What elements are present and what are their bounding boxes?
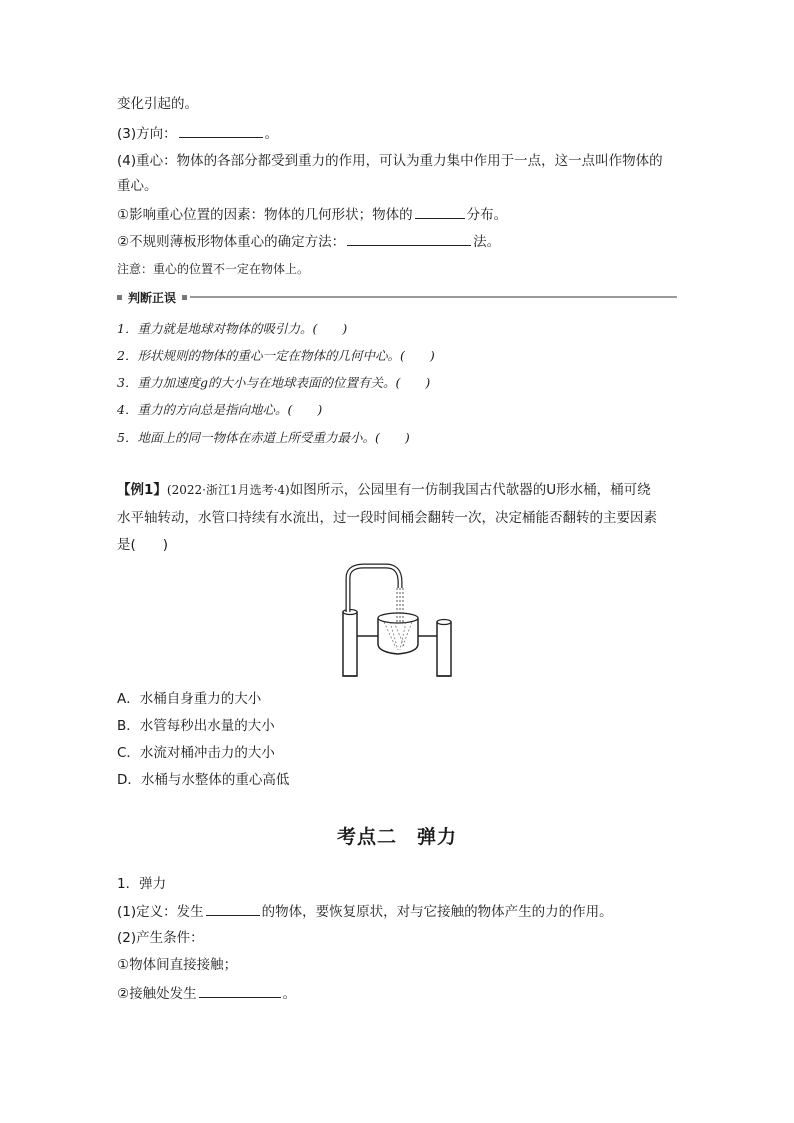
example-line: 水平轴转动，水管口持续有水流出，过一段时间桶会翻转一次，决定桶能否翻转的主要因素 <box>117 510 657 526</box>
section-heading: 考点二 弹力 <box>336 826 457 848</box>
left-post <box>343 612 357 676</box>
example-source: (2022·浙江1月选考·4) <box>166 483 290 497</box>
section-divider <box>117 289 677 305</box>
judgment-item: 5．地面上的同一物体在赤道上所受重力最小。( ) <box>117 430 410 445</box>
note-text: 注意：重心的位置不一定在物体上。 <box>117 262 310 276</box>
center-of-gravity-line: (4)重心：物体的各部分都受到重力的作用，可认为重力集中作用于一点，这一点叫作物体的 <box>117 153 663 169</box>
judgment-item: 4．重力的方向总是指向地心。( ) <box>117 402 323 417</box>
judgment-item: 1．重力就是地球对物体的吸引力。( ) <box>117 321 348 336</box>
method-label: ②不规则薄板形物体重心的确定方法： <box>117 234 346 250</box>
example-tag: 【例1】 <box>117 482 167 498</box>
square-icon <box>117 295 122 300</box>
condition-item: ①物体间直接接触； <box>117 957 238 973</box>
fill-blank <box>415 204 465 219</box>
fill-blank <box>206 901 260 916</box>
method-line <box>117 231 500 252</box>
text-line: 变化引起的。 <box>117 96 198 112</box>
example-line <box>117 480 651 500</box>
example-text: 如图所示，公园里有一仿制我国古代欹器的U形水桶，桶可绕 <box>289 482 651 498</box>
square-icon <box>182 295 187 300</box>
fill-blank <box>179 123 263 138</box>
direction-label: (3)方向： <box>117 126 177 142</box>
text-line: 重心。 <box>117 178 158 194</box>
option-d: D．水桶与水整体的重心高低 <box>117 772 290 788</box>
example-line: 是( ) <box>117 537 169 553</box>
method-tail: 法。 <box>473 234 501 250</box>
direction-line <box>117 123 278 144</box>
fill-blank <box>347 231 471 246</box>
punct: 。 <box>264 126 279 142</box>
right-post-top <box>437 620 451 625</box>
judgment-item: 2．形状规则的物体的重心一定在物体的几何中心。( ) <box>117 348 435 363</box>
water-pipe <box>348 566 400 612</box>
option-a: A．水桶自身重力的大小 <box>117 691 262 707</box>
water-bucket-figure <box>334 560 460 678</box>
option-b: B．水管每秒出水量的大小 <box>117 718 275 734</box>
divider-rule <box>190 296 677 298</box>
fill-blank <box>199 983 281 998</box>
elastic-title: 1．弹力 <box>117 876 167 892</box>
option-c: C．水流对桶冲击力的大小 <box>117 745 275 761</box>
judgment-item: 3．重力加速度g的大小与在地球表面的位置有关。( ) <box>117 375 431 390</box>
condition-label: ②接触处发生 <box>117 986 197 1002</box>
water-pipe-inner <box>348 566 400 612</box>
definition-tail: 的物体，要恢复原状，对与它接触的物体产生的力的作用。 <box>261 904 613 920</box>
section-label: 判断正误 <box>128 290 177 305</box>
factors-tail: 分布。 <box>466 207 508 223</box>
bucket-rim <box>378 613 418 623</box>
conditions-title: (2)产生条件： <box>117 930 204 946</box>
factors-line <box>117 204 507 225</box>
definition-label: (1)定义：发生 <box>117 904 204 920</box>
right-post <box>437 622 451 676</box>
definition-line <box>117 901 613 922</box>
punct: 。 <box>282 986 297 1002</box>
condition-item <box>117 983 296 1004</box>
factors-label: ①影响重心位置的因素：物体的几何形状；物体的 <box>117 207 413 223</box>
